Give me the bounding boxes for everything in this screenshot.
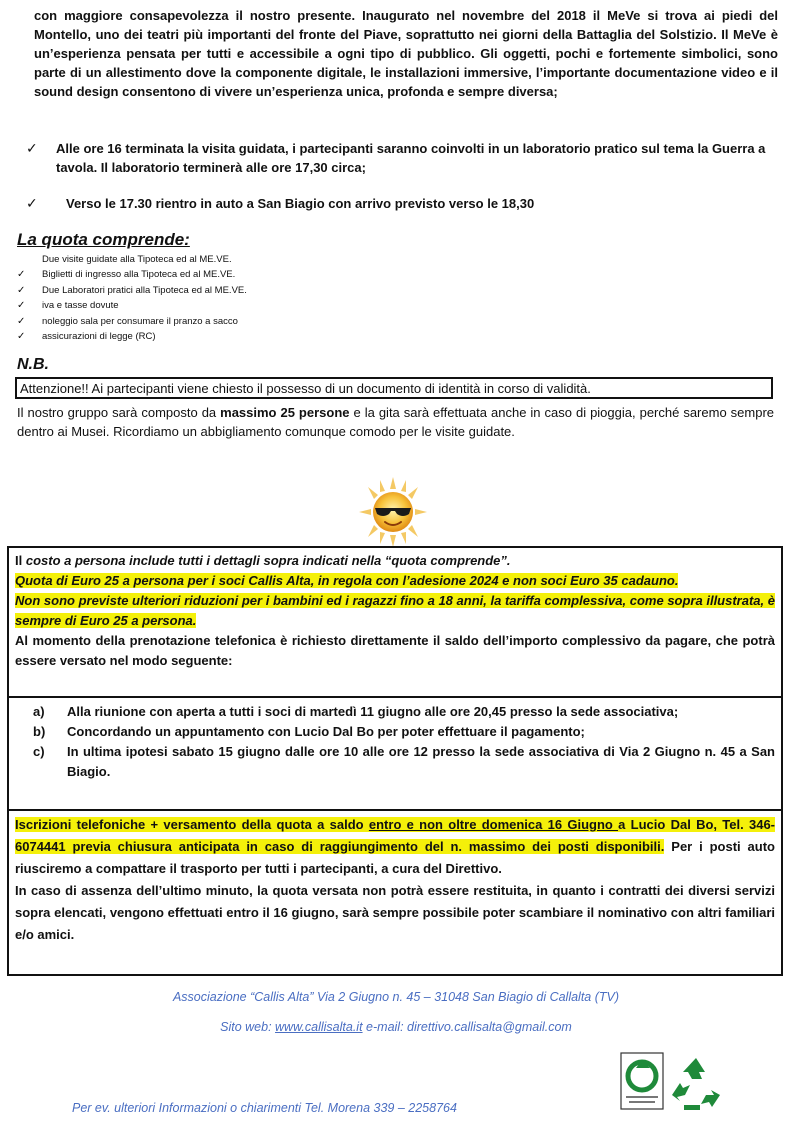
divider xyxy=(9,696,781,698)
recycle-icon xyxy=(668,1055,724,1111)
list-item: ✓ iva e tasse dovute xyxy=(17,298,247,313)
check-icon: ✓ xyxy=(17,300,26,312)
intro-paragraph: con maggiore consapevolezza il nostro presente. Inaugurato nel novembre del 2018 il MeVe si trova ai piedi del Montello, uno dei teatri più importanti del fronte del Piave, soprattutto nei giorni della Battaglia del Solstizio. Il MeVe è un’esperienza pensata per tutti e accessibile a ogni tipo di pubblico. Gli oggetti, pochi e fortemente simbolici, sono parte di un allestimento dove la componente digitale, le installazioni immersive, l’importante documentazione video e il sound design consentono di vivere un’esperienza unica, profonda e sempre diversa; xyxy=(34,8,778,99)
list-item: ✓ Biglietti di ingresso alla Tipoteca ed al ME.VE. xyxy=(17,267,247,282)
quota-title: La quota comprende: xyxy=(17,230,190,249)
recycled-paper-icon xyxy=(620,1052,664,1110)
check-icon: ✓ xyxy=(26,195,38,211)
cost-section xyxy=(15,551,775,671)
check-icon: ✓ xyxy=(17,269,26,281)
list-item: ✓ Due Laboratori pratici alla Tipoteca ed al ME.VE. xyxy=(17,283,247,298)
footer-contacts: Sito web: www.callisalta.it e-mail: direttivo.callisalta@gmail.com xyxy=(220,1020,572,1034)
cost-include-line: Il costo a persona include tutti i dettagli sopra indicati nella “quota comprende”. xyxy=(15,553,511,568)
website-link[interactable]: www.callisalta.it xyxy=(275,1020,363,1034)
list-item: Due visite guidate alla Tipoteca ed al ME.VE. xyxy=(42,254,232,265)
no-discount-line: Non sono previste ulteriori riduzioni per i bambini ed i ragazzi fino a 18 anni, la tariffa complessiva, come sopra illustrata, è sempre di Euro 25 a persona. xyxy=(15,593,775,628)
payment-options-list xyxy=(33,702,775,782)
list-item: ✓ assicurazioni di legge (RC) xyxy=(17,329,247,344)
enrollment-text: Iscrizioni telefoniche + versamento della quota a saldo entro e non oltre domenica 16 Giugno a Lucio Dal Bo, Tel. 346-6074441 previa chiusura anticipata in caso di raggiungimento del n. massimo dei posti disponibili. Per i posti auto riusciremo a compattare il trasporto per tutti i partecipanti, a cura del Direttivo. xyxy=(15,817,775,876)
list-item: c) In ultima ipotesi sabato 15 giugno dalle ore 10 alle ore 12 presso la sede associativa di Via 2 Giugno n. 45 a San Biagio. xyxy=(33,744,775,779)
payment-line: Al momento della prenotazione telefonica è richiesto direttamente il saldo dell’importo complessivo da pagare, che potrà essere versato nel modo seguente: xyxy=(15,633,775,668)
check-icon: ✓ xyxy=(26,140,38,156)
divider xyxy=(9,809,781,811)
schedule-item xyxy=(26,139,778,177)
nb-heading: N.B. xyxy=(17,356,49,373)
footer-info: Per ev. ulteriori Informazioni o chiarimenti Tel. Morena 339 – 2258764 xyxy=(72,1101,457,1115)
schedule-text: Alle ore 16 terminata la visita guidata, i partecipanti saranno coinvolti in un laboratorio pratico sul tema la Guerra a tavola. Il laboratorio terminerà alle ore 17,30 circa; xyxy=(56,141,766,175)
attention-box xyxy=(15,377,773,399)
cancellation-text: In caso di assenza dell’ultimo minuto, la quota versata non potrà essere restituita, in quanto i contratti dei diversi servizi sopra elencati, vengono effettuati entro il 16 giugno, sarà sempre possibile poter scambiare il nominativo con altri familiari e/o amici. xyxy=(15,883,775,942)
list-item: b) Concordando un appuntamento con Lucio Dal Bo per poter effettuare il pagamento; xyxy=(33,724,585,739)
quota-list xyxy=(17,252,247,344)
attention-text: Attenzione!! Ai partecipanti viene chiesto il possesso di un documento di identità in corso di validità. xyxy=(20,381,591,396)
email-text: e-mail: direttivo.callisalta@gmail.com xyxy=(362,1020,572,1034)
check-icon: ✓ xyxy=(17,331,26,343)
check-icon: ✓ xyxy=(17,284,26,296)
schedule-text: Verso le 17.30 rientro in auto a San Biagio con arrivo previsto verso le 18,30 xyxy=(66,196,535,211)
sun-sunglasses-icon xyxy=(351,477,435,547)
schedule-item xyxy=(26,194,778,213)
list-item: a) Alla riunione con aperta a tutti i soci di martedì 11 giugno alle ore 20,45 presso la sede associativa; xyxy=(33,704,679,719)
list-item: ✓ noleggio sala per consumare il pranzo a sacco xyxy=(17,314,247,329)
check-icon: ✓ xyxy=(17,315,26,327)
enrollment-section xyxy=(15,814,775,946)
cost-box xyxy=(7,546,783,976)
footer-address: Associazione “Callis Alta” Via 2 Giugno n. 45 – 31048 San Biagio di Callalta (TV) xyxy=(172,990,620,1004)
quota-price-line: Quota di Euro 25 a persona per i soci Callis Alta, in regola con l’adesione 2024 e non soci Euro 35 cadauno. xyxy=(15,573,679,588)
group-paragraph: Il nostro gruppo sarà composto da massimo 25 persone e la gita sarà effettuata anche in caso di pioggia, perché saremo sempre dentro ai Musei. Ricordiamo un abbigliamento comunque comodo per le visite guidate. xyxy=(17,405,775,439)
